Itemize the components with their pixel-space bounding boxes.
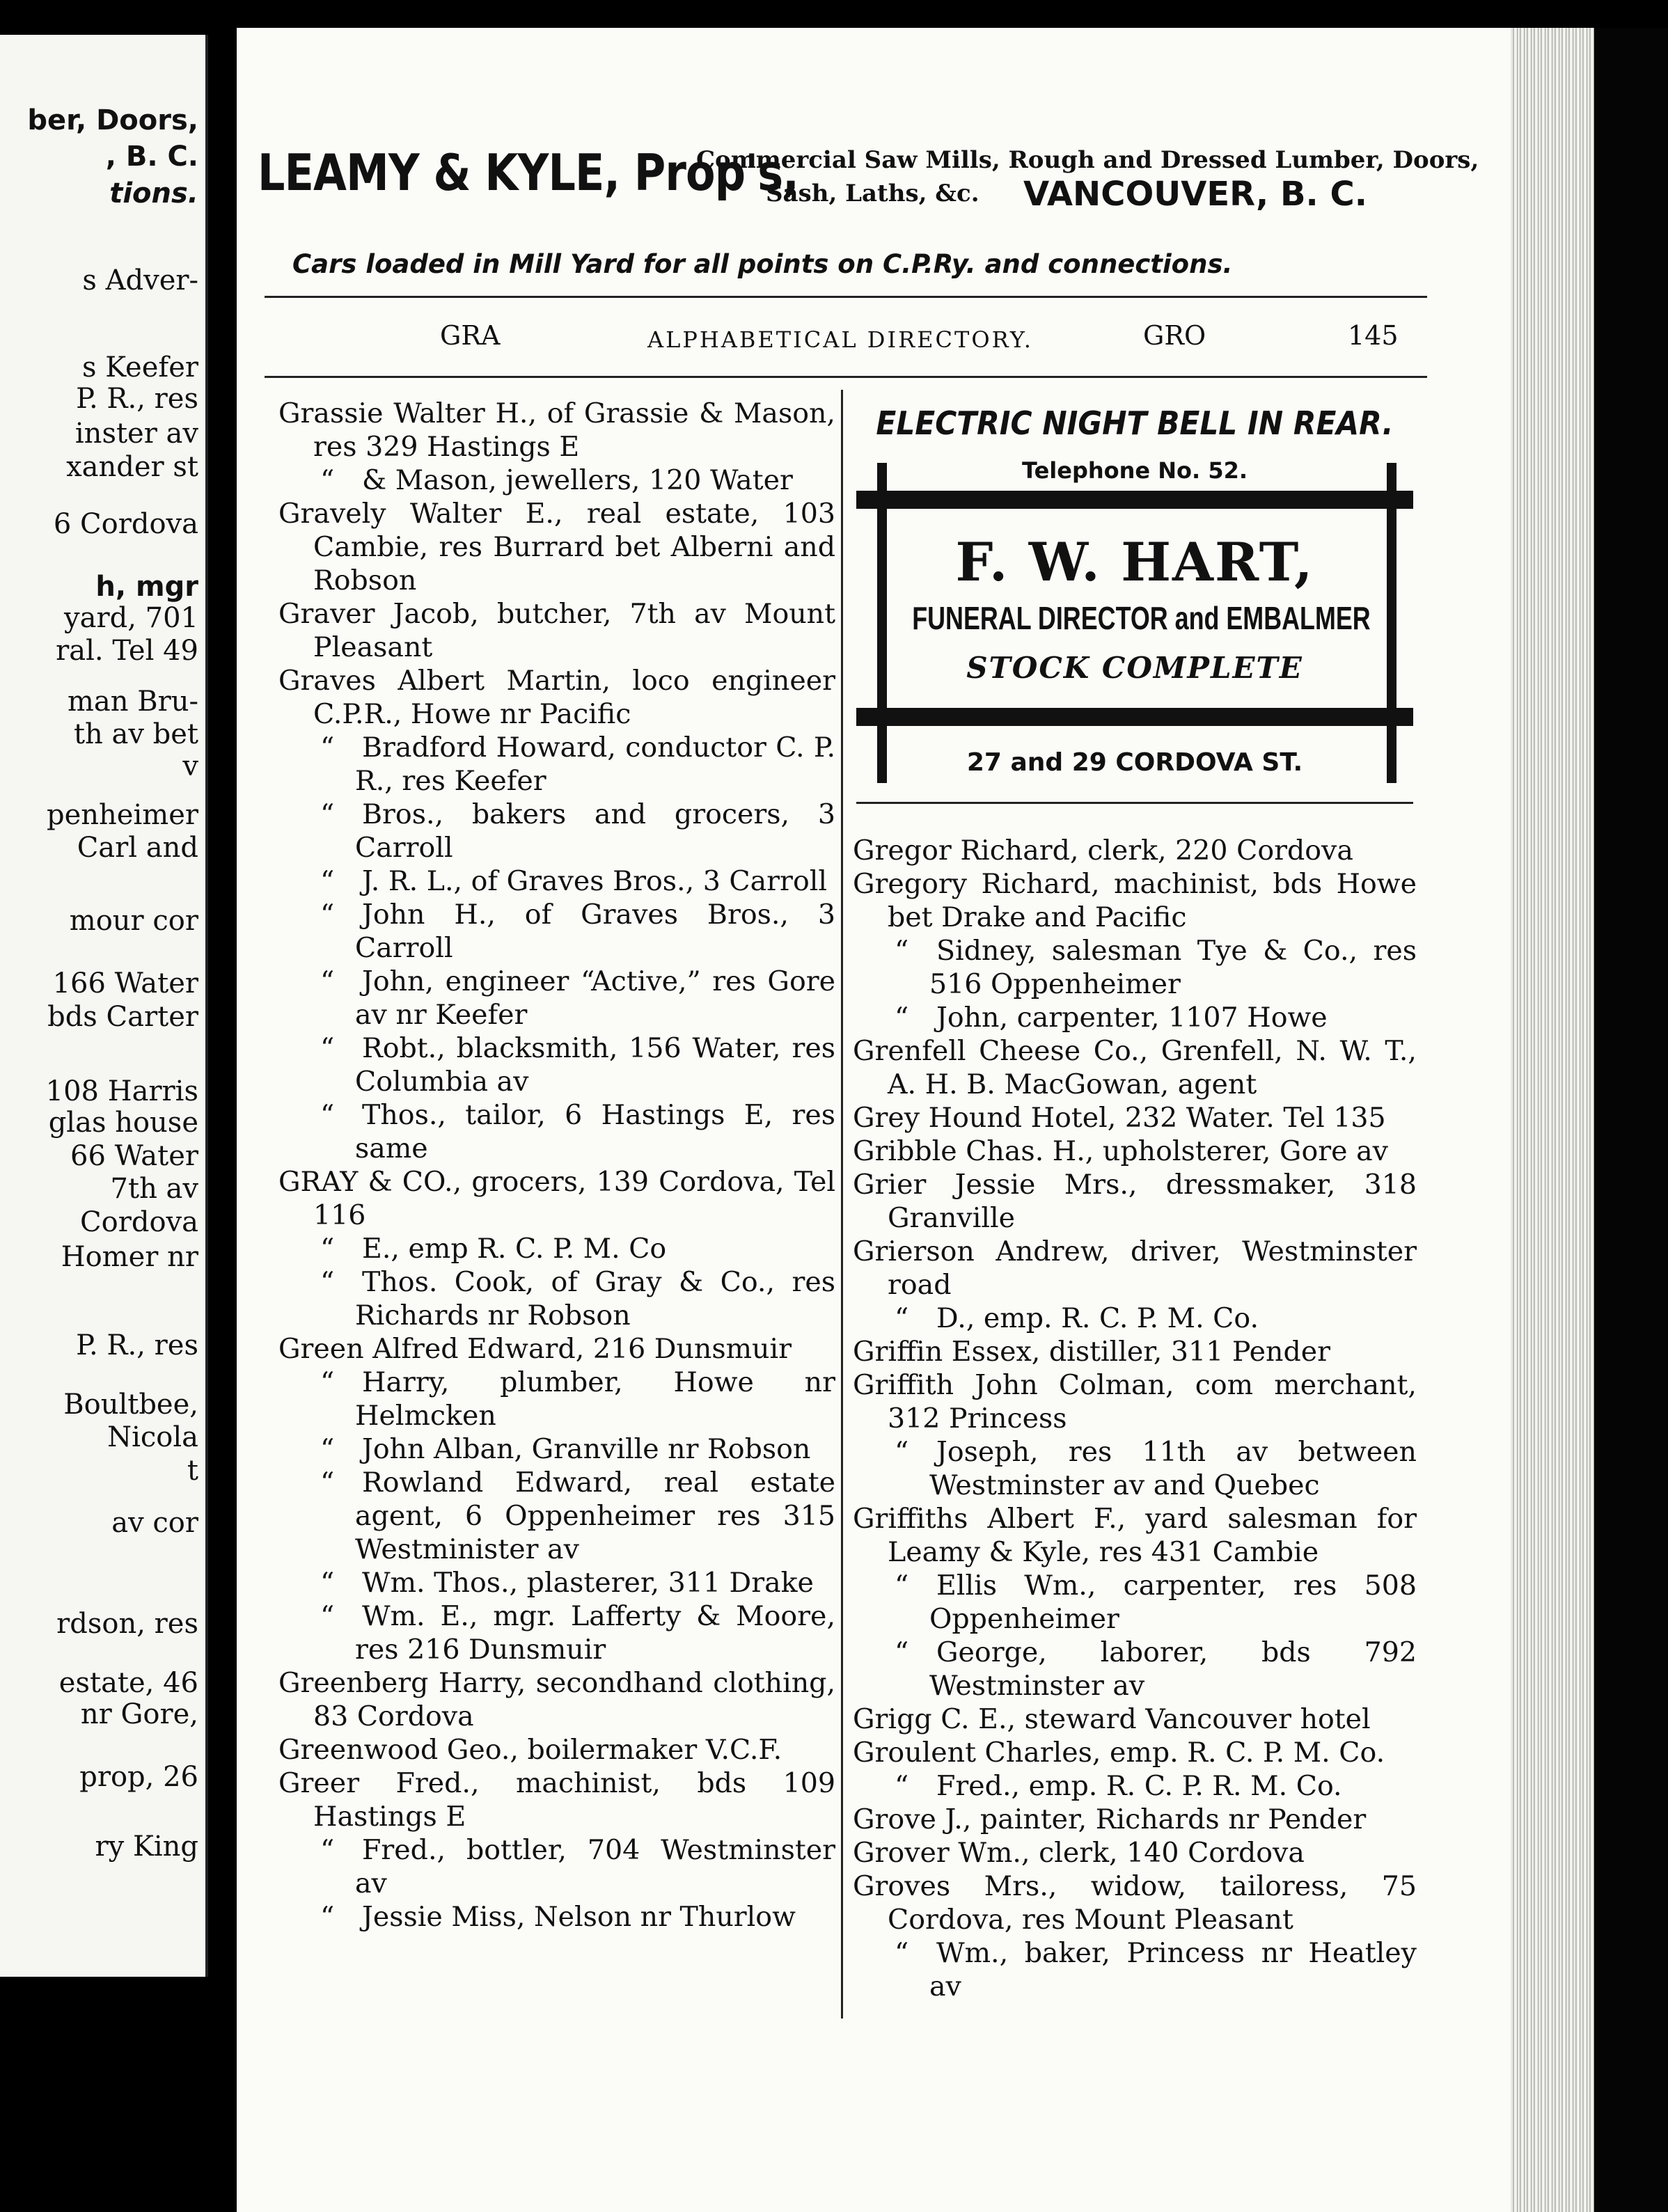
entry-text: Grierson Andrew, driver, Westminster road	[853, 1235, 1417, 1301]
entry-text: & Mason, jewellers, 120 Water	[362, 464, 793, 496]
prev-page-fragment: glas house	[48, 1107, 198, 1139]
advert-frame-post-left	[877, 463, 887, 783]
directory-entry	[278, 1900, 835, 1934]
directory-entry	[853, 1101, 1417, 1135]
directory-entry	[853, 1502, 1417, 1569]
prev-page-fragment: ber, Doors,	[27, 104, 198, 136]
entry-text: Greer Fred., machinist, bds 109 Hastings E	[278, 1767, 835, 1833]
ditto-mark: “	[895, 935, 909, 967]
prev-page-fragment: rdson, res	[56, 1608, 198, 1640]
prev-page-fragment: Nicola	[107, 1421, 198, 1453]
entry-text: Gregory Richard, machinist, bds Howe bet Drake and Pacific	[853, 868, 1417, 933]
prev-page-fragment: th av bet	[73, 718, 198, 750]
entry-text: Graves Albert Martin, loco engineer C.P.R., Howe nr Pacific	[278, 665, 835, 730]
directory-entry	[853, 834, 1417, 867]
ditto-mark: “	[320, 1600, 335, 1632]
ditto-mark: “	[320, 732, 335, 764]
prev-page-fragment: nr Gore,	[80, 1698, 198, 1730]
directory-entry	[853, 934, 1417, 1001]
ditto-mark: “	[320, 1433, 335, 1465]
advert-header-city: VANCOUVER, B. C.	[1023, 175, 1367, 214]
directory-entry	[853, 1703, 1417, 1736]
directory-entry	[278, 1098, 835, 1165]
directory-entry	[278, 731, 835, 798]
entry-text: George, laborer, bds 792 Westminster av	[929, 1636, 1417, 1702]
entry-text: Thos., tailor, 6 Hastings E, res same	[355, 1099, 835, 1164]
advert-business-title: FUNERAL DIRECTOR and EMBALMER	[912, 600, 1371, 636]
directory-entry	[278, 1833, 835, 1900]
directory-entry	[278, 1733, 835, 1767]
directory-entry	[853, 1001, 1417, 1034]
entry-text: John H., of Graves Bros., 3 Carroll	[355, 899, 835, 964]
prev-page-fragment: 108 Harris	[45, 1075, 198, 1107]
entry-text: GRAY & CO., grocers, 139 Cordova, Tel 116	[278, 1166, 835, 1231]
entry-text: Grigg C. E., steward Vancouver hotel	[853, 1703, 1371, 1735]
prev-page-fragment: Carl and	[77, 832, 198, 864]
running-head-rule	[265, 376, 1427, 378]
prev-page-fragment: 166 Water	[52, 967, 198, 1000]
advert-address: 27 and 29 CORDOVA ST.	[966, 748, 1303, 777]
advert-header-products: Commercial Saw Mills, Rough and Dressed Lumber, Doors,	[696, 146, 1479, 174]
advert-frame-post-right	[1387, 463, 1396, 783]
entry-text: E., emp R. C. P. M. Co	[362, 1233, 667, 1265]
directory-entry	[278, 1032, 835, 1098]
advert-telephone: Telephone No. 52.	[1022, 457, 1248, 484]
ditto-mark: “	[320, 1099, 335, 1131]
directory-entry	[278, 1767, 835, 1833]
entry-text: John, engineer “Active,” res Gore av nr Keefer	[355, 965, 835, 1031]
directory-entry	[278, 1265, 835, 1332]
running-head-right: GRO	[1143, 320, 1206, 351]
directory-entry	[278, 1599, 835, 1666]
prev-page-fragment: P. R., res	[76, 383, 198, 415]
prev-page-fragment: man Bru-	[67, 686, 198, 718]
directory-page	[237, 28, 1511, 2212]
prev-page-fragment: s Keefer	[82, 351, 198, 384]
advert-frame-bar-top	[856, 491, 1413, 509]
advert-header-products-2: Sash, Laths, &c.	[766, 180, 979, 207]
directory-entry	[278, 1432, 835, 1466]
prev-page-fragment: mour cor	[69, 905, 198, 937]
advert-stock: STOCK COMPLETE	[966, 651, 1303, 685]
entry-text: Griffin Essex, distiller, 311 Pender	[853, 1336, 1331, 1368]
directory-entry	[853, 1435, 1417, 1502]
ditto-mark: “	[895, 1302, 909, 1334]
directory-entry	[853, 1870, 1417, 1936]
entry-text: D., emp. R. C. P. M. Co.	[936, 1302, 1259, 1334]
ditto-mark: “	[320, 798, 335, 830]
directory-entry	[853, 1302, 1417, 1335]
advert-header-tagline: Cars loaded in Mill Yard for all points on C.P.Ry. and connections.	[292, 249, 1233, 279]
page-edge-stack	[1511, 28, 1594, 2212]
directory-entry	[853, 1335, 1417, 1368]
ditto-mark: “	[895, 1570, 909, 1602]
directory-entry	[278, 798, 835, 864]
prev-page-fragment: , B. C.	[105, 141, 198, 173]
entry-text: Griffith John Colman, com merchant, 312 Princess	[853, 1369, 1417, 1435]
directory-entry	[853, 1569, 1417, 1636]
directory-entry	[853, 1769, 1417, 1803]
directory-entry	[278, 664, 835, 731]
directory-entry	[853, 1168, 1417, 1235]
directory-entry	[853, 1636, 1417, 1703]
entry-text: J. R. L., of Graves Bros., 3 Carroll	[362, 865, 827, 897]
previous-page-fragment	[0, 35, 208, 1977]
entry-text: Bradford Howard, conductor C. P. R., res Keefer	[355, 732, 835, 797]
entry-text: Rowland Edward, real estate agent, 6 Oppenheimer res 315 Westminister av	[355, 1467, 835, 1565]
prev-page-fragment: av cor	[111, 1507, 198, 1539]
ditto-mark: “	[320, 1467, 335, 1499]
prev-page-fragment: t	[187, 1455, 198, 1487]
directory-entry	[853, 1736, 1417, 1769]
directory-entry	[853, 1368, 1417, 1435]
entry-text: Grassie Walter H., of Grassie & Mason, res 329 Hastings E	[278, 397, 835, 463]
directory-entry	[278, 864, 835, 898]
entry-text: Sidney, salesman Tye & Co., res 516 Oppenheimer	[929, 935, 1417, 1000]
prev-page-fragment: estate, 46	[58, 1667, 198, 1699]
directory-entry	[278, 464, 835, 497]
page-number: 145	[1348, 320, 1399, 351]
directory-entry	[278, 1332, 835, 1366]
prev-page-fragment: v	[182, 750, 198, 782]
prev-page-fragment: P. R., res	[76, 1329, 198, 1361]
ditto-mark: “	[320, 1834, 335, 1866]
directory-entry	[278, 1165, 835, 1232]
entry-text: Wm. Thos., plasterer, 311 Drake	[362, 1567, 814, 1599]
entry-text: Grover Wm., clerk, 140 Cordova	[853, 1837, 1305, 1869]
entry-text: Griffiths Albert F., yard salesman for Leamy & Kyle, res 431 Cambie	[853, 1503, 1417, 1568]
entry-text: Graver Jacob, butcher, 7th av Mount Pleasant	[278, 598, 835, 663]
running-head-title: ALPHABETICAL DIRECTORY.	[647, 326, 1033, 353]
entry-text: Jessie Miss, Nelson nr Thurlow	[362, 1901, 796, 1933]
directory-entry	[853, 1135, 1417, 1168]
ditto-mark: “	[320, 1567, 335, 1599]
entry-text: Grey Hound Hotel, 232 Water. Tel 135	[853, 1102, 1386, 1134]
entry-text: Bros., bakers and grocers, 3 Carroll	[355, 798, 835, 864]
advert-frame-bar-bottom	[856, 708, 1413, 726]
entry-text: Grenfell Cheese Co., Grenfell, N. W. T., A. H. B. MacGowan, agent	[853, 1035, 1417, 1100]
entry-text: Groulent Charles, emp. R. C. P. M. Co.	[853, 1737, 1385, 1769]
entry-text: Wm., baker, Princess nr Heatley av	[929, 1937, 1417, 2002]
prev-page-fragment: Cordova	[80, 1206, 198, 1238]
directory-entry	[278, 965, 835, 1032]
directory-entry	[278, 497, 835, 597]
entry-text: Grier Jessie Mrs., dressmaker, 318 Granville	[853, 1169, 1417, 1234]
prev-page-fragment: penheimer	[47, 799, 198, 831]
directory-entry	[278, 898, 835, 965]
prev-page-fragment: Boultbee,	[63, 1389, 198, 1421]
ditto-mark: “	[320, 899, 335, 931]
right-column	[853, 834, 1417, 2003]
prev-page-fragment: inster av	[74, 418, 198, 450]
prev-page-fragment: prop, 26	[79, 1761, 198, 1793]
left-column	[278, 397, 835, 1934]
funeral-director-advert	[849, 386, 1420, 800]
ditto-mark: “	[895, 1636, 909, 1668]
ditto-mark: “	[320, 1233, 335, 1265]
prev-page-fragment: bds Carter	[47, 1001, 198, 1033]
entry-text: Wm. E., mgr. Lafferty & Moore, res 216 Dunsmuir	[355, 1600, 835, 1666]
prev-page-fragment: tions.	[109, 177, 198, 210]
advert-night-bell: ELECTRIC NIGHT BELL IN REAR.	[876, 404, 1394, 442]
directory-entry	[853, 1836, 1417, 1870]
directory-entry	[853, 867, 1417, 934]
ditto-mark: “	[320, 1266, 335, 1298]
column-divider	[841, 390, 843, 2019]
ditto-mark: “	[320, 965, 335, 997]
directory-entry	[278, 397, 835, 464]
entry-text: Robt., blacksmith, 156 Water, res Columbia av	[355, 1032, 835, 1098]
prev-page-fragment: 7th av	[110, 1173, 198, 1205]
entry-text: Harry, plumber, Howe nr Helmcken	[355, 1366, 835, 1432]
ditto-mark: “	[320, 865, 335, 897]
advert-header-name: LEAMY & KYLE, Prop's,	[258, 143, 798, 202]
directory-entry	[278, 597, 835, 664]
entry-text: Greenberg Harry, secondhand clothing, 83 Cordova	[278, 1667, 835, 1732]
directory-entry	[278, 1666, 835, 1733]
prev-page-fragment: ral. Tel 49	[56, 635, 198, 667]
prev-page-fragment: ry King	[95, 1831, 198, 1863]
header-rule	[265, 296, 1427, 298]
entry-text: Groves Mrs., widow, tailoress, 75 Cordova, res Mount Pleasant	[853, 1870, 1417, 1936]
ditto-mark: “	[320, 1032, 335, 1064]
ditto-mark: “	[320, 1901, 335, 1933]
entry-text: Green Alfred Edward, 216 Dunsmuir	[278, 1333, 792, 1365]
ditto-mark: “	[895, 1002, 909, 1034]
entry-text: Thos. Cook, of Gray & Co., res Richards nr Robson	[355, 1266, 835, 1332]
entry-text: Fred., bottler, 704 Westminster av	[355, 1834, 835, 1899]
directory-entry	[278, 1566, 835, 1599]
page-edge-shadow	[1594, 28, 1668, 2212]
entry-text: John, carpenter, 1107 Howe	[936, 1002, 1328, 1034]
prev-page-fragment: 6 Cordova	[53, 508, 198, 540]
ditto-mark: “	[320, 1366, 335, 1398]
entry-text: Fred., emp. R. C. P. R. M. Co.	[936, 1770, 1342, 1802]
directory-entry	[853, 1936, 1417, 2003]
entry-text: Gregor Richard, clerk, 220 Cordova	[853, 835, 1353, 867]
running-head-left: GRA	[440, 320, 501, 351]
directory-entry	[853, 1803, 1417, 1836]
entry-text: Gribble Chas. H., upholsterer, Gore av	[853, 1135, 1388, 1167]
directory-entry	[853, 1235, 1417, 1302]
ditto-mark: “	[895, 1436, 909, 1468]
directory-entry	[278, 1366, 835, 1432]
prev-page-fragment: 66 Water	[70, 1140, 198, 1172]
advert-business-name: F. W. HART,	[955, 531, 1314, 593]
prev-page-fragment: Homer nr	[61, 1241, 198, 1273]
entry-text: Grove J., painter, Richards nr Pender	[853, 1803, 1367, 1835]
entry-text: Gravely Walter E., real estate, 103 Cambie, res Burrard bet Alberni and Robson	[278, 498, 835, 597]
prev-page-fragment: xander st	[66, 451, 198, 483]
directory-entry	[278, 1466, 835, 1566]
directory-entry	[853, 1034, 1417, 1101]
entry-text: Ellis Wm., carpenter, res 508 Oppenheimer	[929, 1570, 1417, 1635]
prev-page-fragment: h, mgr	[95, 571, 198, 603]
ditto-mark: “	[895, 1937, 909, 1969]
ditto-mark: “	[320, 464, 335, 496]
prev-page-fragment: s Adver-	[82, 264, 198, 297]
ditto-mark: “	[895, 1770, 909, 1802]
entry-text: Greenwood Geo., boilermaker V.C.F.	[278, 1734, 782, 1766]
directory-entry	[278, 1232, 835, 1265]
prev-page-fragment: yard, 701	[64, 602, 198, 634]
advert-rule	[856, 802, 1413, 804]
entry-text: Joseph, res 11th av between Westminster av and Quebec	[929, 1436, 1417, 1501]
entry-text: John Alban, Granville nr Robson	[362, 1433, 811, 1465]
